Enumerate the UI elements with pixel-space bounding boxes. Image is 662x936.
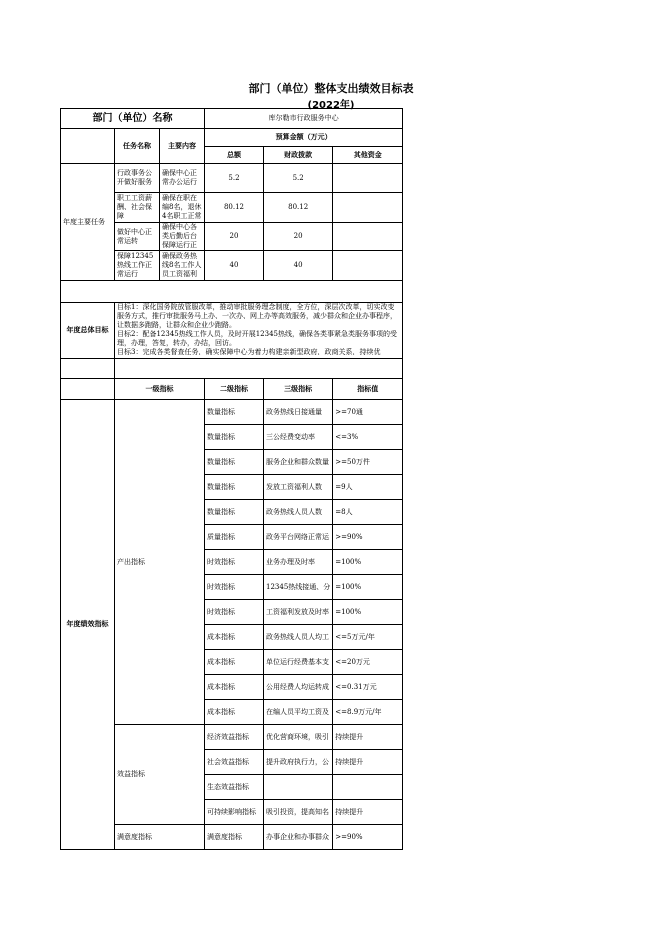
value-cell: 持续提升 bbox=[333, 750, 403, 775]
level2-header: 二级指标 bbox=[205, 379, 264, 400]
value-cell: =9人 bbox=[333, 475, 403, 500]
main-content-header: 主要内容 bbox=[160, 129, 205, 164]
level3-cell: 发放工资福利人数 bbox=[264, 475, 333, 500]
task-other bbox=[333, 251, 403, 281]
level2-cell: 时效指标 bbox=[205, 575, 264, 600]
value-cell: >=90% bbox=[333, 525, 403, 550]
level2-cell: 时效指标 bbox=[205, 600, 264, 625]
value-cell: >=50万件 bbox=[333, 450, 403, 475]
value-cell: =8人 bbox=[333, 500, 403, 525]
task-total: 40 bbox=[205, 251, 264, 281]
perf-label: 年度绩效指标 bbox=[61, 400, 115, 850]
benefit-label: 效益指标 bbox=[115, 725, 205, 825]
level2-cell: 成本指标 bbox=[205, 675, 264, 700]
total-header: 总额 bbox=[205, 147, 264, 164]
level2-cell: 数量指标 bbox=[205, 425, 264, 450]
dept-label: 部门（单位）名称 bbox=[61, 109, 205, 129]
level2-cell: 成本指标 bbox=[205, 650, 264, 675]
other-header: 其他资金 bbox=[333, 147, 403, 164]
task-fiscal: 80.12 bbox=[264, 193, 333, 223]
budget-header: 预算金额（万元） bbox=[205, 129, 403, 147]
task-content-text: 确保政务热线8名工作人员工资福利 bbox=[162, 251, 202, 278]
value-header: 指标值 bbox=[333, 379, 403, 400]
level3-cell: 单位运行经费基本支 bbox=[264, 650, 333, 675]
level2-cell: 数量指标 bbox=[205, 475, 264, 500]
level2-cell: 可持续影响指标 bbox=[205, 800, 264, 825]
level2-cell: 生态效益指标 bbox=[205, 775, 264, 800]
task-content-text: 确保在职在编8名，退休4名职工正常 bbox=[162, 193, 202, 220]
dept-name: 库尔勒市行政服务中心 bbox=[205, 109, 403, 129]
value-cell: <=3% bbox=[333, 425, 403, 450]
level3-cell: 优化营商环境，吸引 bbox=[264, 725, 333, 750]
level1-header: 一级指标 bbox=[115, 379, 205, 400]
indicator-row bbox=[61, 400, 403, 425]
task-fiscal: 20 bbox=[264, 223, 333, 251]
level3-cell: 吸引投资，提高知名 bbox=[264, 800, 333, 825]
value-cell bbox=[333, 775, 403, 800]
level2-cell: 成本指标 bbox=[205, 700, 264, 725]
task-fiscal: 5.2 bbox=[264, 164, 333, 193]
level3-cell: 工资福利发放及时率 bbox=[264, 600, 333, 625]
page-title: 部门（单位）整体支出绩效目标表 bbox=[248, 82, 414, 95]
level2-cell: 满意度指标 bbox=[205, 825, 264, 850]
value-cell: >=90% bbox=[333, 825, 403, 850]
task-content bbox=[160, 193, 205, 223]
value-cell: =100% bbox=[333, 600, 403, 625]
task-name: 行政事务公开做好服务 bbox=[115, 164, 160, 193]
task-name: 做好中心正常运转 bbox=[115, 223, 160, 251]
task-other bbox=[333, 193, 403, 223]
task-total: 20 bbox=[205, 223, 264, 251]
overall-goal-label: 年度总体目标 bbox=[61, 303, 115, 359]
task-content bbox=[160, 223, 205, 251]
value-cell: <=8.9万元/年 bbox=[333, 700, 403, 725]
level3-header: 三级指标 bbox=[264, 379, 333, 400]
performance-table bbox=[60, 108, 403, 850]
level3-cell: 三公经费变动率 bbox=[264, 425, 333, 450]
level2-cell: 数量指标 bbox=[205, 500, 264, 525]
level3-cell: 12345热线接通、分 bbox=[264, 575, 333, 600]
level2-cell: 数量指标 bbox=[205, 450, 264, 475]
task-content bbox=[160, 251, 205, 281]
level3-cell: 政务热线人员人均工 bbox=[264, 625, 333, 650]
level3-cell: 办事企业和办事群众 bbox=[264, 825, 333, 850]
level2-cell: 社会效益指标 bbox=[205, 750, 264, 775]
value-cell: 持续提升 bbox=[333, 800, 403, 825]
goal-1: 目标1：深化国务院放管服改革，推动审批服务理念制度，全方位，深层次改革，切实改变服务方式，推行审批服务马上办、一次办、网上办等高效服务，减少群众和企业办事程序，让数据多跑路，让群众和企业少跑路。 bbox=[117, 303, 397, 329]
level2-cell: 质量指标 bbox=[205, 525, 264, 550]
value-cell: <=5万元/年 bbox=[333, 625, 403, 650]
value-cell: 持续提升 bbox=[333, 725, 403, 750]
value-cell: <=20万元 bbox=[333, 650, 403, 675]
output-label: 产出指标 bbox=[115, 400, 205, 725]
value-cell: =100% bbox=[333, 575, 403, 600]
level3-cell: 提升政府执行力，公 bbox=[264, 750, 333, 775]
task-fiscal: 40 bbox=[264, 251, 333, 281]
level3-cell: 公用经费人均运转成 bbox=[264, 675, 333, 700]
level2-cell: 经济效益指标 bbox=[205, 725, 264, 750]
task-other bbox=[333, 164, 403, 193]
task-name-header: 任务名称 bbox=[115, 129, 160, 164]
satisfaction-label: 满意度指标 bbox=[115, 825, 205, 850]
level3-cell bbox=[264, 775, 333, 800]
overall-goals bbox=[115, 303, 403, 359]
level2-cell: 数量指标 bbox=[205, 400, 264, 425]
task-total: 5.2 bbox=[205, 164, 264, 193]
annual-tasks-label: 年度主要任务 bbox=[61, 164, 115, 281]
goal-3: 目标3：完成各类督查任务，确实保障中心为着力构建亲新型政府，政商关系，持续优 bbox=[117, 348, 381, 355]
value-cell: >=70通 bbox=[333, 400, 403, 425]
task-name: 职工工资薪酬、社会保障 bbox=[115, 193, 160, 223]
level2-cell: 时效指标 bbox=[205, 550, 264, 575]
task-content-text: 确保中心各类后勤后台保障运行正 bbox=[162, 223, 197, 249]
year-label: (2022年) bbox=[307, 100, 355, 111]
level3-cell: 业务办理及时率 bbox=[264, 550, 333, 575]
task-content: 确保中心正常办公运行 bbox=[160, 164, 205, 193]
level3-cell: 政务热线日接通量 bbox=[264, 400, 333, 425]
fiscal-header: 财政拨款 bbox=[264, 147, 333, 164]
level2-cell: 成本指标 bbox=[205, 625, 264, 650]
task-name: 保障12345热线工作正常运行 bbox=[115, 251, 160, 281]
level3-cell: 政务热线人员人数 bbox=[264, 500, 333, 525]
value-cell: =100% bbox=[333, 550, 403, 575]
goal-2: 目标2：配备12345热线工作人员，及时开展12345热线，确保各类事紧急类服务事项的受理，办理，答复，转办，办结，回访。 bbox=[117, 330, 397, 347]
task-other bbox=[333, 223, 403, 251]
level3-cell: 服务企业和群众数量 bbox=[264, 450, 333, 475]
level3-cell: 政务平台网络正常运 bbox=[264, 525, 333, 550]
task-total: 80.12 bbox=[205, 193, 264, 223]
level3-cell: 在编人员平均工资及 bbox=[264, 700, 333, 725]
value-cell: <=0.31万元 bbox=[333, 675, 403, 700]
